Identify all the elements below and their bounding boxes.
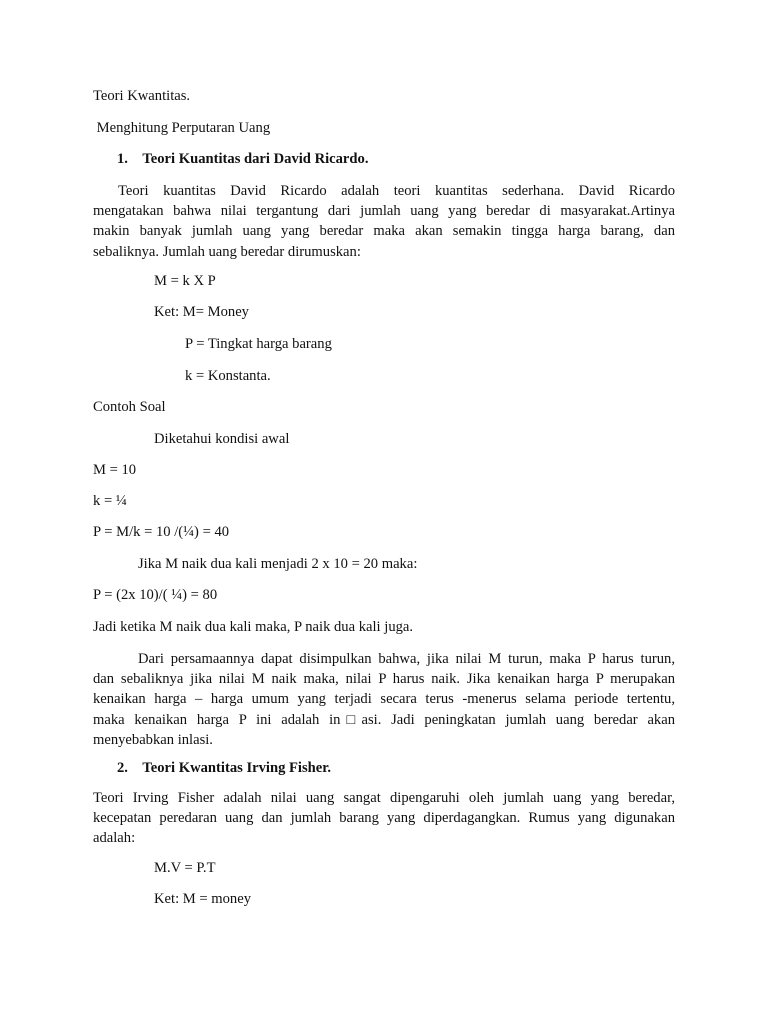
section-1-title: Teori Kuantitas dari David Ricardo.: [142, 151, 369, 167]
paragraph-line: kecepatan peredaran uang dan jumlah barang yang diperdagangkan. Rumus yang digunakan: [93, 810, 675, 827]
formula-ricardo: M = k X P: [154, 273, 216, 289]
paragraph-line: makin banyak jumlah uang yang beredar maka akan semakin tingga harga barang, dan: [93, 223, 675, 240]
paragraph-line: dan sebaliknya jika nilai M naik maka, nilai P harus naik. Jika kenaikan harga P merupakan: [93, 671, 675, 688]
example-p-calc-2: P = (2x 10)/( ¼) = 80: [93, 587, 218, 603]
section-1-number: 1.: [117, 151, 128, 167]
paragraph-line: sebaliknya. Jumlah uang beredar dirumuskan:: [93, 243, 361, 260]
section-1-summary: [93, 649, 675, 750]
document-subtitle: Menghitung Perputaran Uang: [93, 120, 271, 136]
paragraph-line: Dari persamaannya dapat disimpulkan bahwa, jika nilai M turun, maka P harus turun,: [138, 651, 675, 667]
example-m-value: M = 10: [93, 462, 137, 478]
paragraph-line: Teori kuantitas David Ricardo adalah teori kuantitas sederhana. David Ricardo: [118, 183, 675, 199]
paragraph-line: kenaikan harga – harga umum yang terjadi secara terus -menerus selama periode tertentu,: [93, 691, 675, 708]
ket-money: Ket: M= Money: [154, 304, 249, 320]
paragraph-line: adalah:: [93, 830, 136, 847]
section-2-heading: [117, 759, 331, 777]
paragraph-line: menyebabkan inlasi.: [93, 731, 213, 748]
example-p-calc: P = M/k = 10 /(¼) = 40: [93, 524, 230, 540]
example-conclusion: Jadi ketika M naik dua kali maka, P naik dua kali juga.: [93, 619, 414, 635]
example-double-intro: Jika M naik dua kali menjadi 2 x 10 = 20 maka:: [138, 556, 418, 572]
formula-fisher: M.V = P.T: [154, 860, 216, 876]
paragraph-line: maka kenaikan harga P ini adalah in□asi. Jadi peningkatan jumlah uang beredar akan: [93, 711, 675, 728]
paragraph-line: mengatakan bahwa nilai tergantung dari jumlah uang yang beredar di masyarakat.Artinya: [93, 203, 675, 220]
ket-price: P = Tingkat harga barang: [185, 336, 332, 352]
section-1-paragraph: [93, 181, 675, 262]
section-1-heading: [117, 150, 368, 168]
ket-money-fisher: Ket: M = money: [154, 891, 251, 907]
section-2-title: Teori Kwantitas Irving Fisher.: [142, 760, 332, 776]
example-heading: Contoh Soal: [93, 399, 166, 415]
document-title: Teori Kwantitas.: [93, 88, 191, 104]
ket-constant: k = Konstanta.: [185, 368, 271, 384]
section-2-paragraph: [93, 788, 675, 849]
example-k-value: k = ¼: [93, 493, 127, 509]
example-intro: Diketahui kondisi awal: [154, 431, 290, 447]
paragraph-line: Teori Irving Fisher adalah nilai uang sangat dipengaruhi oleh jumlah uang yang beredar,: [93, 790, 675, 806]
section-2-number: 2.: [117, 760, 128, 776]
